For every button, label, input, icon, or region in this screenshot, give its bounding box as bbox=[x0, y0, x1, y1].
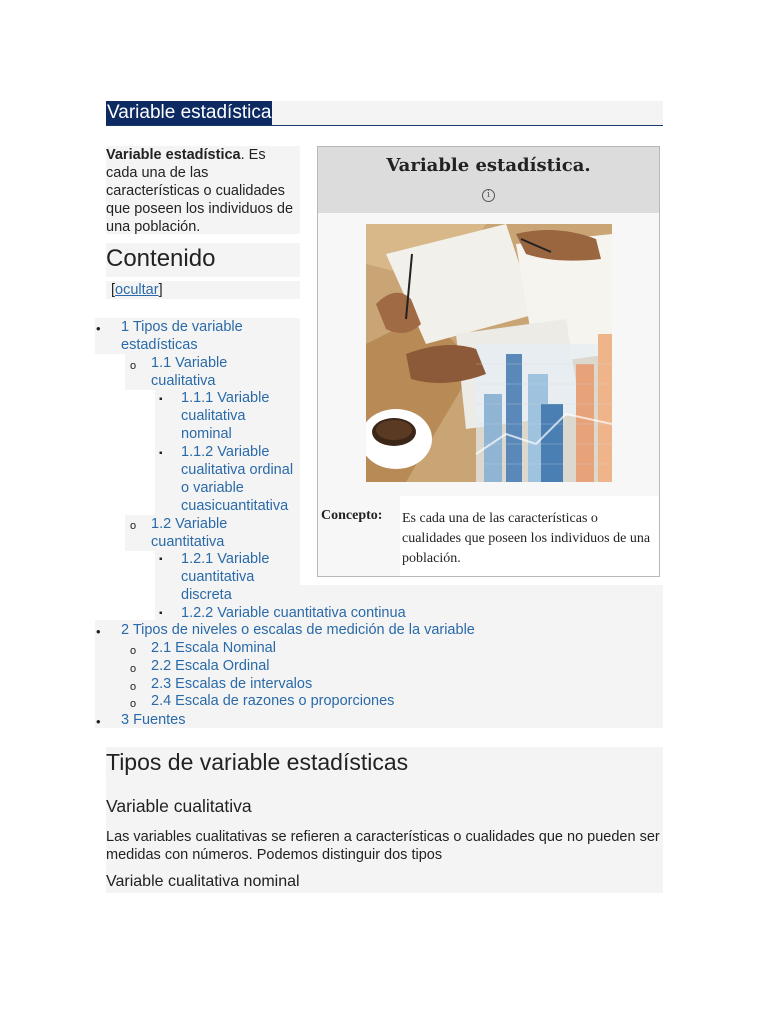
toc-bullet: • bbox=[96, 714, 101, 729]
toc-bullet: o bbox=[130, 520, 137, 532]
toc-link-1-1[interactable]: 1.1 Variable cualitativa bbox=[151, 355, 228, 389]
intro-term: Variable estadística bbox=[106, 147, 241, 163]
infobox-photo bbox=[366, 224, 612, 482]
toc-hide-link[interactable]: ocultar bbox=[115, 282, 159, 298]
toc-bullet: o bbox=[130, 645, 137, 657]
toc-link-2-3[interactable]: 2.3 Escalas de intervalos bbox=[151, 676, 313, 692]
toc-toggle-close: ] bbox=[158, 282, 163, 298]
toc-toggle-open: [ bbox=[111, 282, 116, 298]
toc-bullet: ▪ bbox=[159, 394, 163, 405]
toc-link-1-1-1[interactable]: 1.1.1 Variable cualitativa nominal bbox=[181, 390, 270, 442]
toc-bullet: o bbox=[130, 681, 137, 693]
toc-link-3[interactable]: 3 Fuentes bbox=[121, 712, 186, 728]
toc-heading: Contenido bbox=[106, 243, 300, 277]
toc-link-1[interactable]: 1 Tipos de variable estadísticas bbox=[121, 319, 243, 353]
infobox-label: Concepto: bbox=[321, 508, 383, 523]
toc-bullet: o bbox=[130, 663, 137, 675]
info-circle-icon[interactable]: i bbox=[482, 189, 495, 202]
toc-link-1-2-2[interactable]: 1.2.2 Variable cuantitativa continua bbox=[181, 605, 406, 621]
toc-bullet: o bbox=[130, 698, 137, 710]
subsection-heading: Variable cualitativa bbox=[106, 796, 252, 816]
toc-bullet: ▪ bbox=[159, 448, 163, 459]
intro-paragraph bbox=[106, 146, 300, 234]
toc-bullet: ▪ bbox=[159, 554, 163, 565]
section-heading: Tipos de variable estadísticas bbox=[106, 749, 409, 775]
toc-bullet: ▪ bbox=[159, 608, 163, 619]
toc-bullet: o bbox=[130, 360, 137, 372]
toc-toggle bbox=[106, 281, 300, 299]
section-paragraph: Las variables cualitativas se refieren a características o cualidades que no pueden ser medidas con números. Podemos distinguir dos tipos bbox=[106, 829, 660, 863]
toc-link-2-4[interactable]: 2.4 Escala de razones o proporciones bbox=[151, 693, 395, 709]
page-title: Variable estadística bbox=[107, 102, 272, 123]
toc-link-1-2[interactable]: 1.2 Variable cuantitativa bbox=[151, 516, 228, 550]
subsubsection-heading: Variable cualitativa nominal bbox=[106, 873, 300, 890]
infobox-title: Variable estadística. bbox=[386, 155, 591, 176]
toc-bullet: • bbox=[96, 624, 101, 639]
toc-link-2-2[interactable]: 2.2 Escala Ordinal bbox=[151, 658, 270, 674]
toc-link-2[interactable]: 2 Tipos de niveles o escalas de medición de la variable bbox=[121, 622, 475, 638]
toc-bullet: • bbox=[96, 321, 101, 336]
toc-link-1-2-1[interactable]: 1.2.1 Variable cuantitativa discreta bbox=[181, 551, 270, 603]
intro-text: . Es cada una de las características o cualidades que poseen los individuos de una población. bbox=[106, 147, 294, 235]
toc-link-1-1-2[interactable]: 1.1.2 Variable cualitativa ordinal o variable cuasicuantitativa bbox=[181, 444, 294, 514]
toc-link-2-1[interactable]: 2.1 Escala Nominal bbox=[151, 640, 276, 656]
infobox-description: Es cada una de las características o cualidades que poseen los individuos de una población. bbox=[402, 511, 651, 566]
